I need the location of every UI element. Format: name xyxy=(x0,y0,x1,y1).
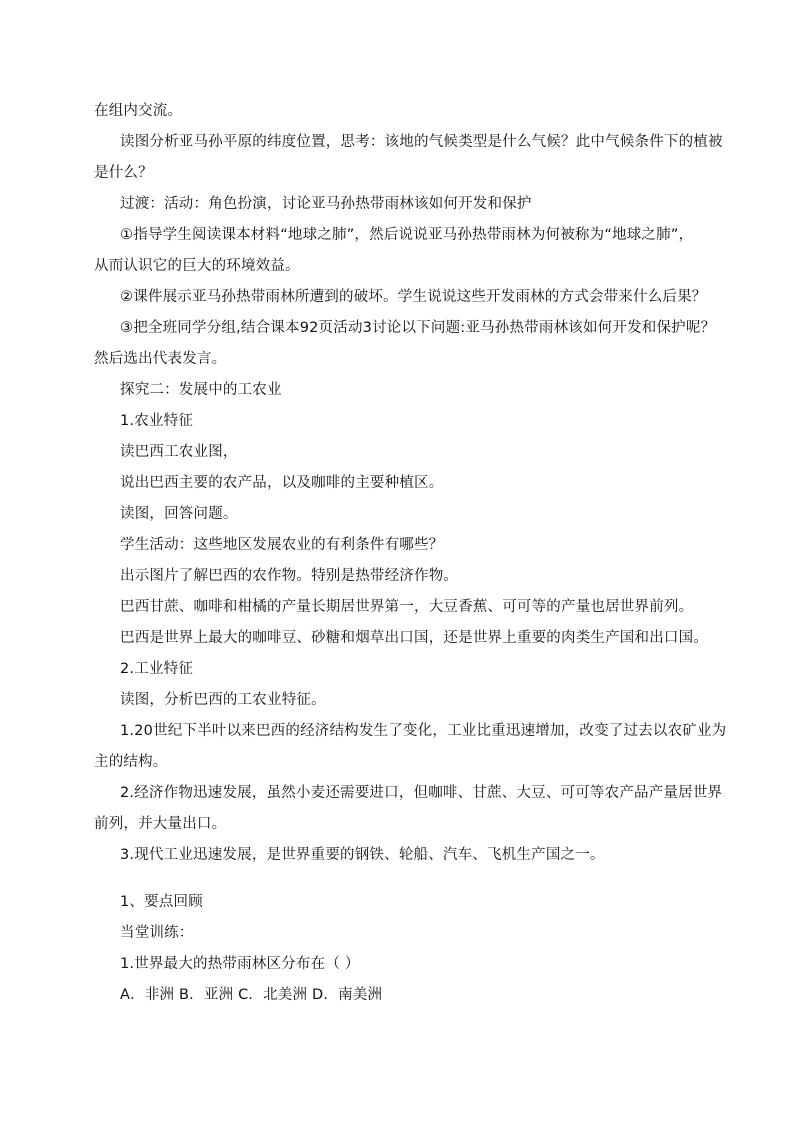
section-heading: 探究二：发展中的工农业 xyxy=(120,382,282,398)
text-line: 学生活动：这些地区发展农业的有利条件有哪些？ xyxy=(120,537,444,553)
text-line: 巴西是世界上最大的咖啡豆、砂糖和烟草出口国，还是世界上重要的肉类生产国和出口国。 xyxy=(120,630,708,646)
text-line: ②课件展示亚马孙热带雨林所遭到的破坏。学生说说这些开发雨林的方式会带来什么后果？ xyxy=(120,289,707,305)
text-line: 出示图片了解巴西的农作物。特别是热带经济作物。 xyxy=(120,568,459,584)
text-line: 读图，回答问题。 xyxy=(120,506,238,522)
text-line: 1.20世纪下半叶以来巴西的经济结构发生了变化，工业比重迅速增加，改变了过去以农矿业为 xyxy=(120,723,727,739)
subsection-heading: 1.农业特征 xyxy=(120,413,194,429)
text-line: ①指导学生阅读课本材料“地球之肺”，然后说说亚马孙热带雨林为何被称为“地球之肺”， xyxy=(120,227,694,243)
text-line: 主的结构。 xyxy=(94,754,168,770)
text-line: 过渡：活动：角色扮演，讨论亚马孙热带雨林该如何开发和保护 xyxy=(120,196,532,212)
practice-heading: 当堂训练： xyxy=(120,925,194,941)
text-line: ③把全班同学分组,结合课本92页活动3讨论以下问题:亚马孙热带雨林该如何开发和保护呢？ xyxy=(120,320,716,336)
text-line: 读巴西工农业图， xyxy=(120,444,238,460)
text-line: 前列，并大量出口。 xyxy=(94,816,227,832)
answer-options: A．非洲 B．亚洲 C．北美洲 D．南美洲 xyxy=(120,987,383,1003)
subsection-heading: 2.工业特征 xyxy=(120,661,194,677)
text-line: 从而认识它的巨大的环境效益。 xyxy=(94,258,300,274)
review-heading: 1、要点回顾 xyxy=(120,894,203,910)
text-line: 巴西甘蔗、咖啡和柑橘的产量长期居世界第一，大豆香蕉、可可等的产量也居世界前列。 xyxy=(120,599,694,615)
text-line: 说出巴西主要的农产品，以及咖啡的主要种植区。 xyxy=(120,475,444,491)
text-line: 读图分析亚马孙平原的纬度位置，思考：该地的气候类型是什么气候？此中气候条件下的植被 xyxy=(120,134,723,150)
text-line: 2.经济作物迅速发展，虽然小麦还需要进口，但咖啡、甘蔗、大豆、可可等农产品产量居世界 xyxy=(120,785,723,801)
text-line: 在组内交流。 xyxy=(94,103,183,119)
text-line: 3.现代工业迅速发展，是世界重要的钢铁、轮船、汽车、飞机生产国之一。 xyxy=(120,847,605,863)
text-line: 然后选出代表发言。 xyxy=(94,351,227,367)
question-text: 1.世界最大的热带雨林区分布在（ ） xyxy=(120,956,360,972)
text-line: 是什么？ xyxy=(94,165,153,181)
text-line: 读图，分析巴西的工农业特征。 xyxy=(120,692,326,708)
